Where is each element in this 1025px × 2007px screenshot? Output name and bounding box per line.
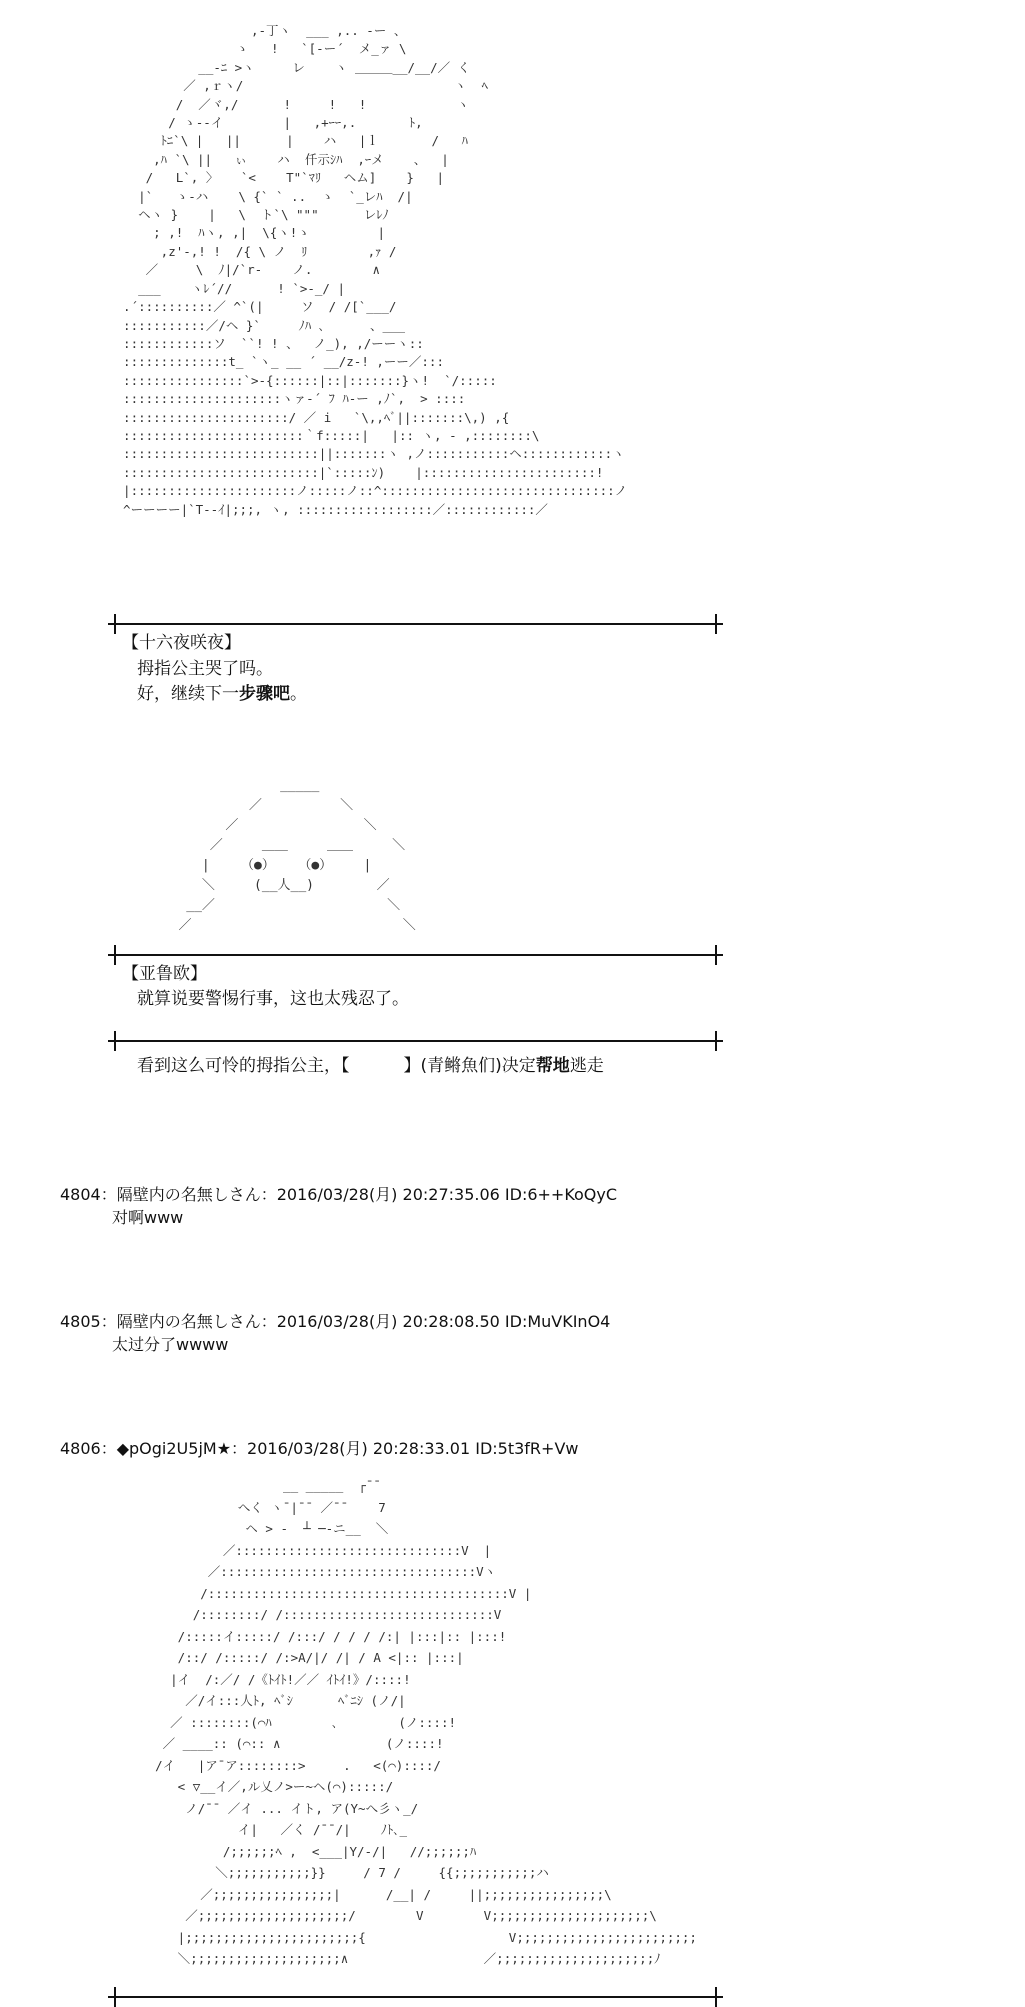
narration-text: 看到这么可怜的拇指公主，【 (137, 1056, 350, 1076)
post-body: 太过分了wwww (112, 1335, 229, 1354)
ascii-art-yukkuri: _____ ／ ＼ ／ ＼ ／ ＿＿ ＿＿ ＼ | （●） （●） | ＼ (__人__) ／ __／ ＼ ／ ＼ (178, 778, 416, 933)
narration-text: 】(青鳉魚们)决定 (403, 1056, 536, 1076)
dialogue-bold-text: 步骤吧 (239, 684, 290, 704)
divider (108, 614, 723, 634)
divider (108, 1031, 723, 1051)
post-body: 对啊www (112, 1208, 184, 1227)
narration-text: 逃走 (569, 1056, 604, 1076)
dialogue-text: 就算说要警惕行事，这也太残忍了。 (137, 989, 409, 1009)
divider (108, 945, 723, 965)
dialogue-text: 拇指公主哭了吗。 (137, 659, 273, 679)
ascii-art-princess: __ _____ ┌¯¯ へく ヽ¯|¯¯ ／¯¯ 7 ヘ > - ┴ ─-ニ__ ＼ ／::::::::::::::::::::::::::::::V | ／::::::::::::::::::::::::::::::::::Vヽ /::::::::::::::::::::::::::::::::::::::::V | /::::::::/ /::::::::::::::::::::::::::::V /:::::イ:::::/ /:::/ / / / /:| |:::|:: |:::! /::/ /:::::/ /:>A/|/ /| / A <|:: |:::| |イ /:／/ /《ﾄｲﾄ!／／ ｲﾄｲ!》/::::! ／/イ:::人ﾄ, ﾍﾞｼ ﾍﾞﾆｼ (ノ/| ／ ::::::::(⌒ﾊ ､ (ノ::::! ／ ____:: (⌒:: ∧ (ノ::::! /イ |ア¯ア::::::::> . <(⌒)::::/ < ▽__イ／,ル乂ノ>ー~ヘ(⌒):::::/ ノ/¯¯ ／イ ... イト, ア(Y~へ彡ヽ_/ イ| ／く /¯¯/| ﾉﾄ､_ /;;;;;;ﾍ , <___|Y/-/| //;;;;;;ﾊ ＼;;;;;;;;;;;}} / 7 / {{;;;;;;;;;;;ハ ／;;;;;;;;;;;;;;;;| /__| / ||;;;;;;;;;;;;;;;;\ ／;;;;;;;;;;;;;;;;;;;;/ V V;;;;;;;;;;;;;;;;;;;;;\ |;;;;;;;;;;;;;;;;;;;;;;;{ V;;;;;;;;;;;;;;;;;;;;;;;; ＼;;;;;;;;;;;;;;;;;;;;∧ ／;;;;;;;;;;;;;;;;;;;;;ﾉ (155, 1478, 697, 1966)
narration-gap (350, 1056, 404, 1076)
dialogue-line (137, 988, 409, 1010)
speaker-name: 【亚鲁欧】 (122, 964, 207, 984)
post-header: 4804：隔壁内の名無しさん：2016/03/28(月) 20:27:35.06 ID:6++KoQyC (60, 1185, 618, 1204)
dialogue-text: 。 (290, 684, 307, 704)
narration-bold-text: 帮地 (535, 1056, 570, 1076)
speaker-name: 【十六夜咲夜】 (122, 633, 241, 653)
dialogue-text: 好，继续下一 (137, 684, 239, 704)
narration-line (137, 1055, 604, 1077)
dialogue-line (137, 658, 273, 680)
post-header: 4805：隔壁内の名無しさん：2016/03/28(月) 20:28:08.50 ID:MuVKInO4 (60, 1312, 611, 1331)
ascii-art-izayoi: ,-丁ヽ ___ ,.. -ー 、 ゝ ! `[-ー´ メ_ァ \ __-ﾆ >ヽ レ ヽ ＿＿＿__/__/／ く ／ ,ｒヽ/ ヽ ﾍ / ／ヾ,/ ! ! ! ヽ / ゝ--イ | ,+ｰｰ,. ﾄ, ﾄﾆ`\ | || | ハ |ｌ / ﾊ ,ﾊ `\ || ぃ ハ 仟示ｼﾊ ,ｰメ 、 | / L`, 〉 `< T"`ﾏﾘ ヘム] } | |` ゝ-ハ \ {` ` .. ゝ `_レﾊ /| ヘヽ } | \ ト`\ """ レﾚﾉ ; ,! ﾊヽ, ,| \{ヽ!ゝ | ,z'-,! ! /{ \ ノ ﾘ ,ｧ / ／ \ ﾉ|/`r- ノ. ∧ ___ ヽﾚ´// ! `>-_/ | .´::::::::::／ ^`(| ソ / /[`___/ :::::::::::／/ヘ }` ﾉﾊ ､ 、___ ::::::::::::ソ ``! ! 、 ノ_), ,/ーーヽ:: ::::::::::::::t_ `ヽ_ __ ´ __/z-! ,ーー／::: ::::::::::::::::`>-{::::::|::|:::::::}ヽ! `/::::: :::::::::::::::::::::ヽァ-´ ﾌ ﾊ-ー ,ﾉ`, > :::: ::::::::::::::::::::::/ ／ i `\,,ﾍﾞ||:::::::\,) ,{ ::::::::::::::::::::::::｀f:::::| |:: ヽ, - ,::::::::\ ::::::::::::::::::::::::::||:::::::ヽ ,ノ:::::::::::ヘ::::::::::::ヽ ::::::::::::::::::::::::::|`:::::ﾝ) |:::::::::::::::::::::::! |::::::::::::::::::::::ノ:::::ノ::^:::::::::::::::::::::::::::::::ノ ^ーーーー|`T--ｲ|;;;, ヽ, ::::::::::::::::::／::::::::::::／ (123, 23, 628, 517)
dialogue-line (137, 683, 307, 705)
divider (108, 1987, 723, 2007)
post-header: 4806：◆pOgi2U5jM★：2016/03/28(月) 20:28:33.01 ID:5t3fR+Vw (60, 1439, 579, 1458)
